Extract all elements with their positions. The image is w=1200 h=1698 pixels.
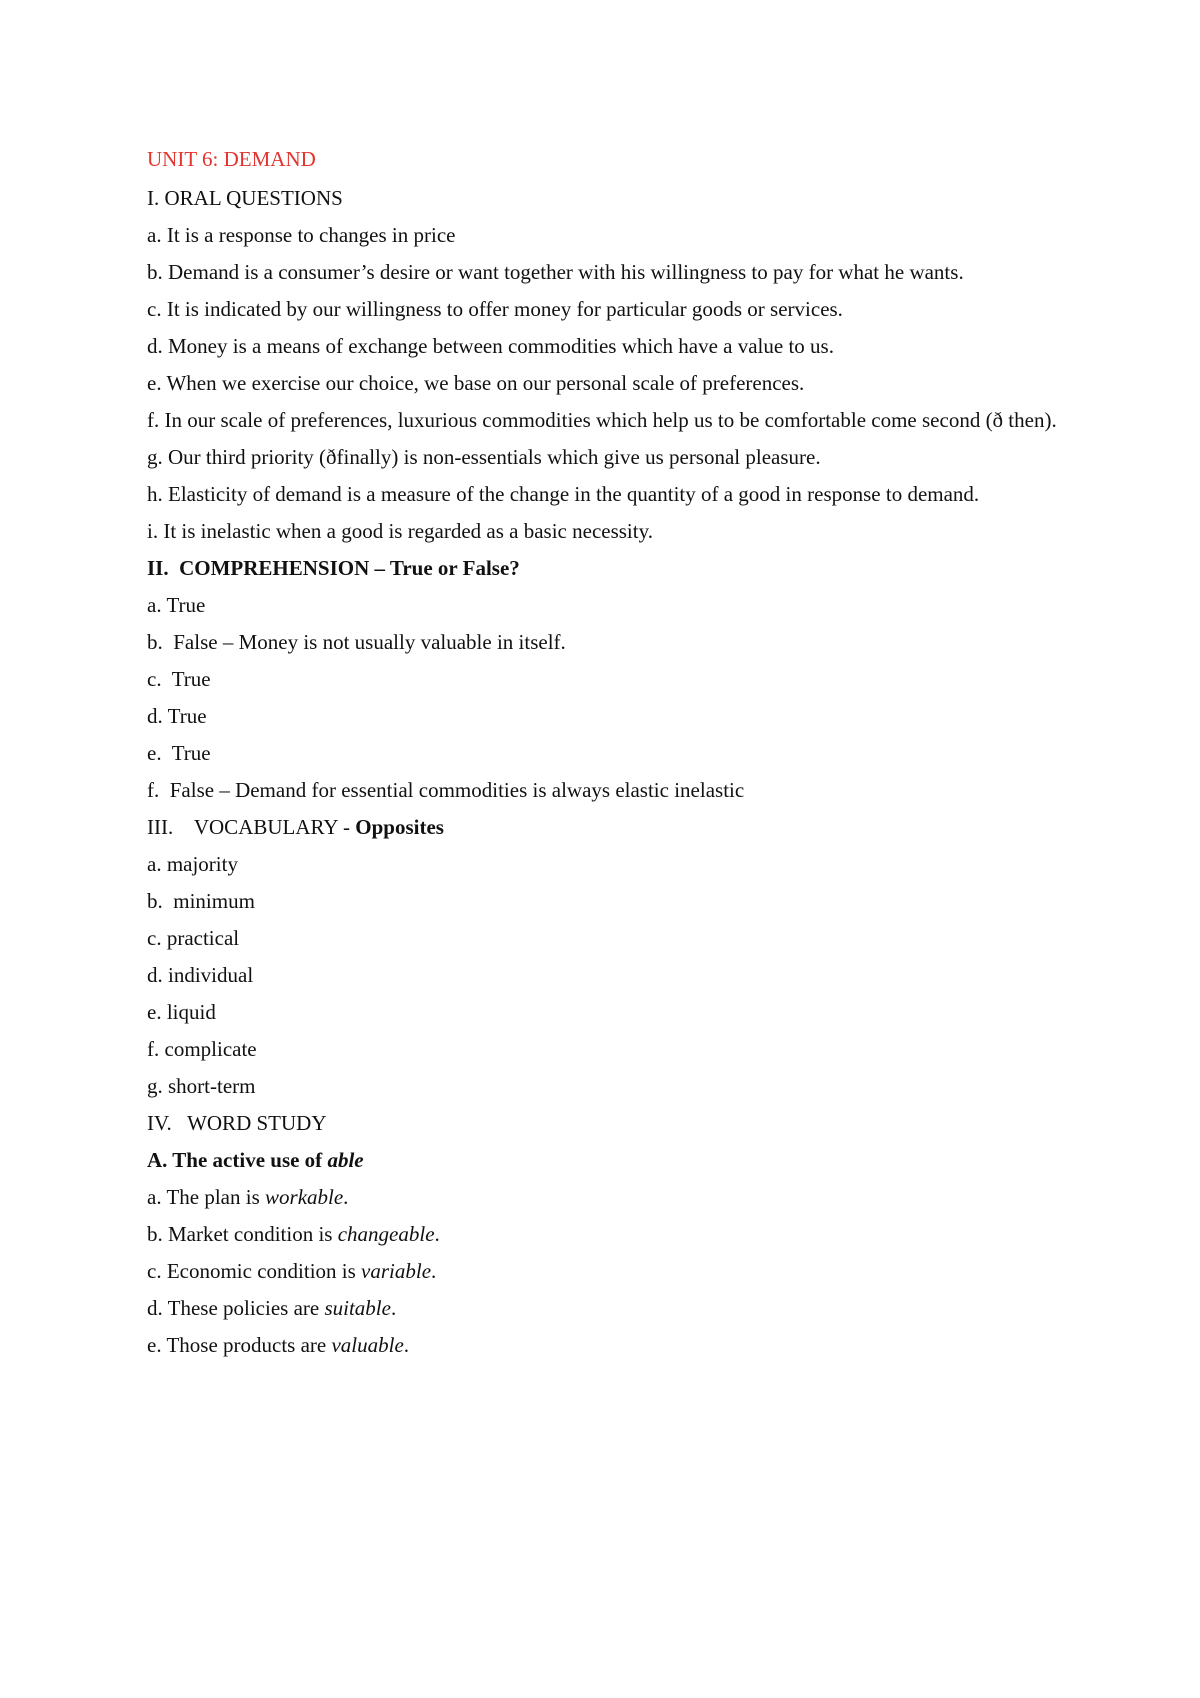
unit-title: UNIT 6: DEMAND (147, 147, 316, 171)
list-item: b. False – Money is not usually valuable in itself. (147, 630, 566, 654)
list-item: f. False – Demand for essential commodities is always elastic inelastic (147, 778, 745, 802)
section-comprehension-heading-main: II. COMPREHENSION – (147, 556, 390, 580)
section-oral-questions-heading: I. ORAL QUESTIONS (147, 186, 343, 210)
section-vocabulary-heading (147, 814, 1057, 841)
list-item (147, 1295, 1057, 1322)
item-prefix: a. The plan is (147, 1185, 266, 1209)
section-vocabulary-heading-sub: Opposites (355, 815, 444, 839)
item-suffix: . (403, 1333, 410, 1357)
list-item: e. When we exercise our choice, we base on our personal scale of preferences. (147, 371, 805, 395)
item-prefix: c. Economic condition is (147, 1259, 362, 1283)
list-item: d. Money is a means of exchange between commodities which have a value to us. (147, 334, 834, 358)
document-page (147, 146, 1057, 1369)
subsection-able-heading-word: able (327, 1148, 364, 1172)
section-comprehension-heading-sub: True or False? (389, 556, 520, 580)
list-item: c. It is indicated by our willingness to offer money for particular goods or services. (147, 297, 843, 321)
item-suffix: . (434, 1222, 440, 1246)
list-item: b. minimum (147, 889, 255, 913)
item-prefix: d. These policies are (147, 1296, 325, 1320)
subsection-able-heading-main: A. The active use of (147, 1148, 328, 1172)
item-keyword: changeable (337, 1222, 435, 1246)
item-prefix: b. Market condition is (147, 1222, 338, 1246)
list-item: i. It is inelastic when a good is regarded as a basic necessity. (147, 519, 653, 543)
item-suffix: . (390, 1296, 397, 1320)
list-item: a. It is a response to changes in price (147, 223, 456, 247)
list-item: g. Our third priority (ðfinally) is non-essentials which give us personal pleasure. (147, 445, 821, 469)
list-item (147, 1332, 1057, 1359)
section-word-study-heading: IV. WORD STUDY (147, 1111, 327, 1135)
list-item: a. majority (147, 852, 238, 876)
list-item: a. True (147, 593, 206, 617)
list-item: e. True (147, 741, 211, 765)
list-item: h. Elasticity of demand is a measure of the change in the quantity of a good in response to demand. (147, 482, 980, 506)
list-item (147, 1258, 1057, 1285)
item-keyword: valuable (331, 1333, 404, 1357)
item-suffix: . (343, 1185, 349, 1209)
subsection-able-heading (147, 1147, 1057, 1174)
item-prefix: e. Those products are (147, 1333, 332, 1357)
list-item: b. Demand is a consumer’s desire or want together with his willingness to pay for what he wants. (147, 260, 964, 284)
item-keyword: variable (361, 1259, 432, 1283)
list-item: f. In our scale of preferences, luxurious commodities which help us to be comfortable come second (ð then). (147, 408, 1057, 432)
section-vocabulary-heading-main: III. VOCABULARY - (147, 815, 356, 839)
list-item: d. True (147, 704, 207, 728)
list-item: g. short-term (147, 1074, 256, 1098)
list-item (147, 1184, 1057, 1211)
list-item: c. True (147, 667, 211, 691)
list-item: c. practical (147, 926, 240, 950)
list-item (147, 1221, 1057, 1248)
list-item: f. complicate (147, 1037, 257, 1061)
item-keyword: suitable (324, 1296, 391, 1320)
item-keyword: workable (265, 1185, 344, 1209)
list-item: e. liquid (147, 1000, 216, 1024)
section-comprehension-heading (147, 555, 1057, 582)
item-suffix: . (431, 1259, 437, 1283)
list-item: d. individual (147, 963, 254, 987)
